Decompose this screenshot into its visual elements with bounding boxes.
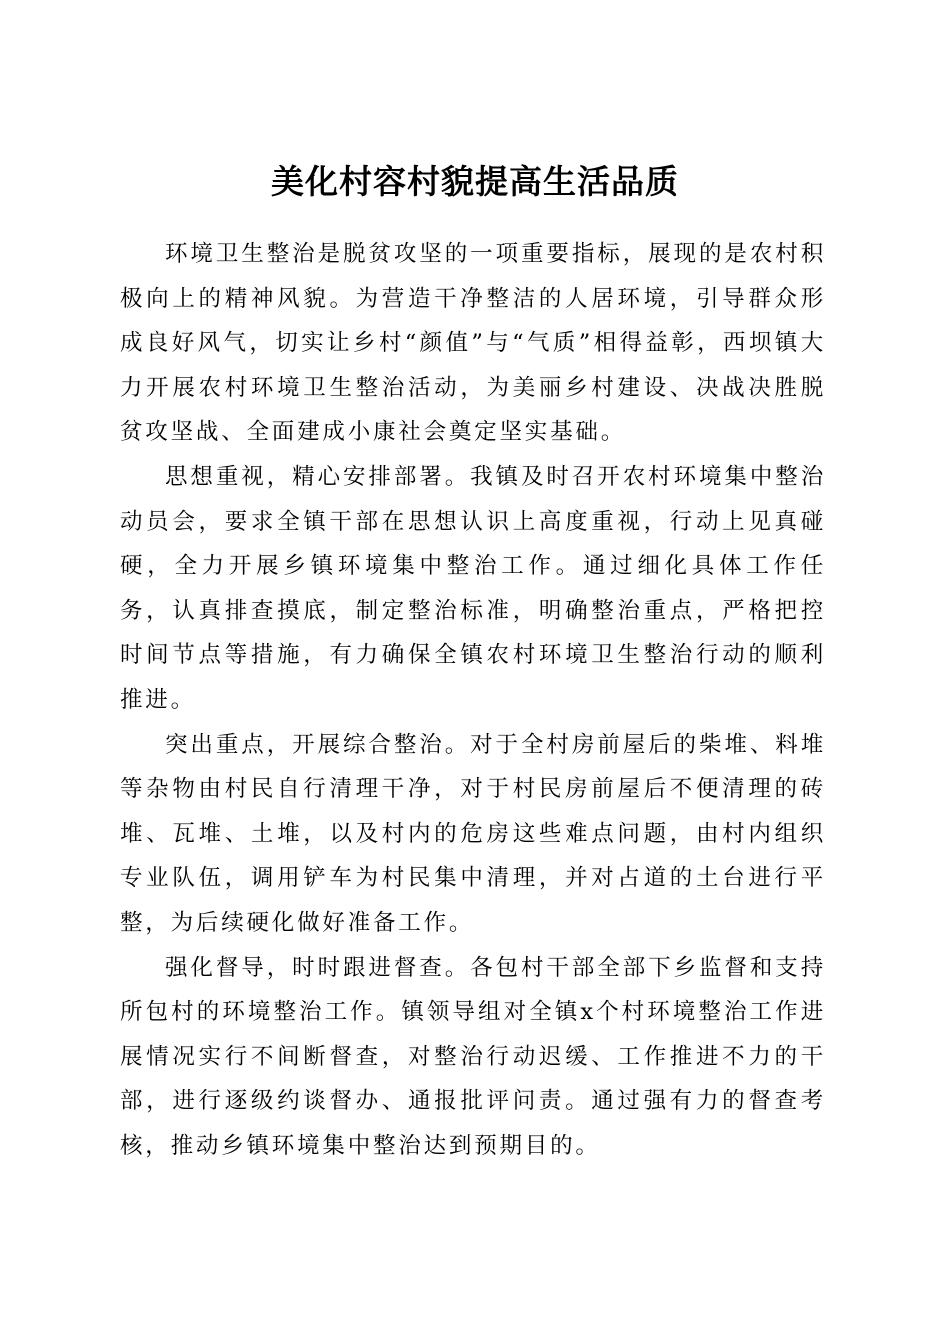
document-title: 美化村容村貌提高生活品质 xyxy=(271,162,679,202)
paragraph-intro: 环境卫生整治是脱贫攻坚的一项重要指标，展现的是农村积极向上的精神风貌。为营造干净整洁的人居环境，引导群众形成良好风气，切实让乡村“颜值”与“气质”相得益彰，西坝镇大力开展农村环境卫生整治活动，为美丽乡村建设、决战决胜脱贫攻坚战、全面建成小康社会奠定坚实基础。 xyxy=(120,241,826,446)
paragraph-supervision: 强化督导，时时跟进督查。各包村干部全部下乡监督和支持所包村的环境整治工作。镇领导组对全镇x个村环境整治工作进展情况实行不间断督查，对整治行动迟缓、工作推进不力的干部，进行逐级约谈督办、通报批评问责。通过强有力的督查考核，推动乡镇环境集中整治达到预期目的。 xyxy=(120,954,826,1159)
paragraph-key-points: 突出重点，开展综合整治。对于全村房前屋后的柴堆、料堆等杂物由村民自行清理干净，对于村民房前屋后不便清理的砖堆、瓦堆、土堆，以及村内的危房这些难点问题，由村内组织专业队伍，调用铲车为村民集中清理，并对占道的土台进行平整，为后续硬化做好准备工作。 xyxy=(120,731,826,936)
paragraph-planning: 思想重视，精心安排部署。我镇及时召开农村环境集中整治动员会，要求全镇干部在思想认识上高度重视，行动上见真碰硬，全力开展乡镇环境集中整治工作。通过细化具体工作任务，认真排查摸底，制定整治标准，明确整治重点，严格把控时间节点等措施，有力确保全镇农村环境卫生整治行动的顺利推进。 xyxy=(120,463,826,713)
document-body xyxy=(120,232,826,1168)
